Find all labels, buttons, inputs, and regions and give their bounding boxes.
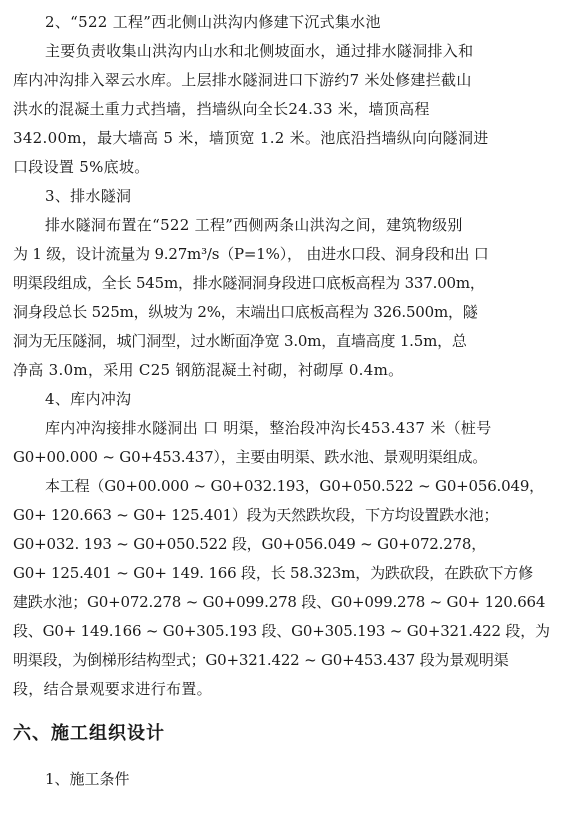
paragraph-line: 排水隧洞布置在“522 工程”西侧两条山洪沟之间，建筑物级别	[45, 216, 463, 234]
paragraph-line: 342.00m，最大墙高 5 米，墙顶宽 1.2 米。池底沿挡墙纵向向隧洞进	[13, 129, 489, 147]
paragraph-line: 洪水的混凝土重力式挡墙，挡墙纵向全长24.33 米，墙顶高程	[13, 100, 430, 118]
paragraph-line: 净高 3.0m，采用 C25 钢筋混凝土衬砌，衬砌厚 0.4m。	[13, 361, 404, 379]
section-heading-3: 3、排水隧洞	[45, 187, 132, 205]
paragraph-line: G0+ 120.663 ~ G0+ 125.401）段为天然跌坎段，下方均设置跌水池；	[13, 506, 499, 524]
paragraph-line: 口段设置 5%底坡。	[13, 158, 150, 176]
section-heading-2: 2、“522 工程”西北侧山洪沟内修建下沉式集水池	[45, 13, 381, 31]
paragraph-line: 为 1 级，设计流量为 9.27m³/s（P=1%）， 由进水口段、洞身段和出 口	[13, 245, 489, 263]
paragraph-line: G0+00.000 ~ G0+453.437），主要由明渠、跌水池、景观明渠组成。	[13, 448, 488, 466]
paragraph-line: 建跌水池；G0+072.278 ~ G0+099.278 段、G0+099.278 ~ G0+ 120.664	[13, 593, 546, 611]
section-heading-4: 4、库内冲沟	[45, 390, 132, 408]
paragraph-line: 库内冲沟接排水隧洞出 口 明渠，整治段冲沟长453.437 米（桩号	[45, 419, 492, 437]
paragraph-line: 主要负责收集山洪沟内山水和北侧坡面水，通过排水隧洞排入和	[45, 42, 474, 60]
paragraph-line: 段，结合景观要求进行布置。	[13, 680, 212, 698]
paragraph-line: 明渠段组成，全长 545m，排水隧洞洞身段进口底板高程为 337.00m，	[13, 274, 485, 292]
paragraph-line: 本工程（G0+00.000 ~ G0+032.193，G0+050.522 ~ G0+056.049，	[45, 477, 544, 495]
paragraph-line: G0+032. 193 ~ G0+050.522 段，G0+056.049 ~ G0+072.278，	[13, 535, 487, 553]
paragraph-line: 明渠段，为倒梯形结构型式；G0+321.422 ~ G0+453.437 段为景观明渠	[13, 651, 509, 669]
paragraph-line: 段、G0+ 149.166 ~ G0+305.193 段、G0+305.193 ~ G0+321.422 段，为	[13, 622, 550, 640]
paragraph-line: 库内冲沟排入翠云水库。上层排水隧洞进口下游约7 米处修建拦截山	[13, 71, 472, 89]
paragraph-line: 洞为无压隧洞，城门洞型，过水断面净宽 3.0m，直墙高度 1.5m，总	[13, 332, 467, 350]
chapter-heading: 六、施工组织设计	[13, 723, 165, 744]
paragraph-line: 洞身段总长 525m，纵坡为 2%，末端出口底板高程为 326.500m，隧	[13, 303, 478, 321]
subsection-heading: 1、施工条件	[45, 770, 130, 788]
paragraph-line: G0+ 125.401 ~ G0+ 149. 166 段，长 58.323m，为跌砍段，在跌砍下方修	[13, 564, 533, 582]
